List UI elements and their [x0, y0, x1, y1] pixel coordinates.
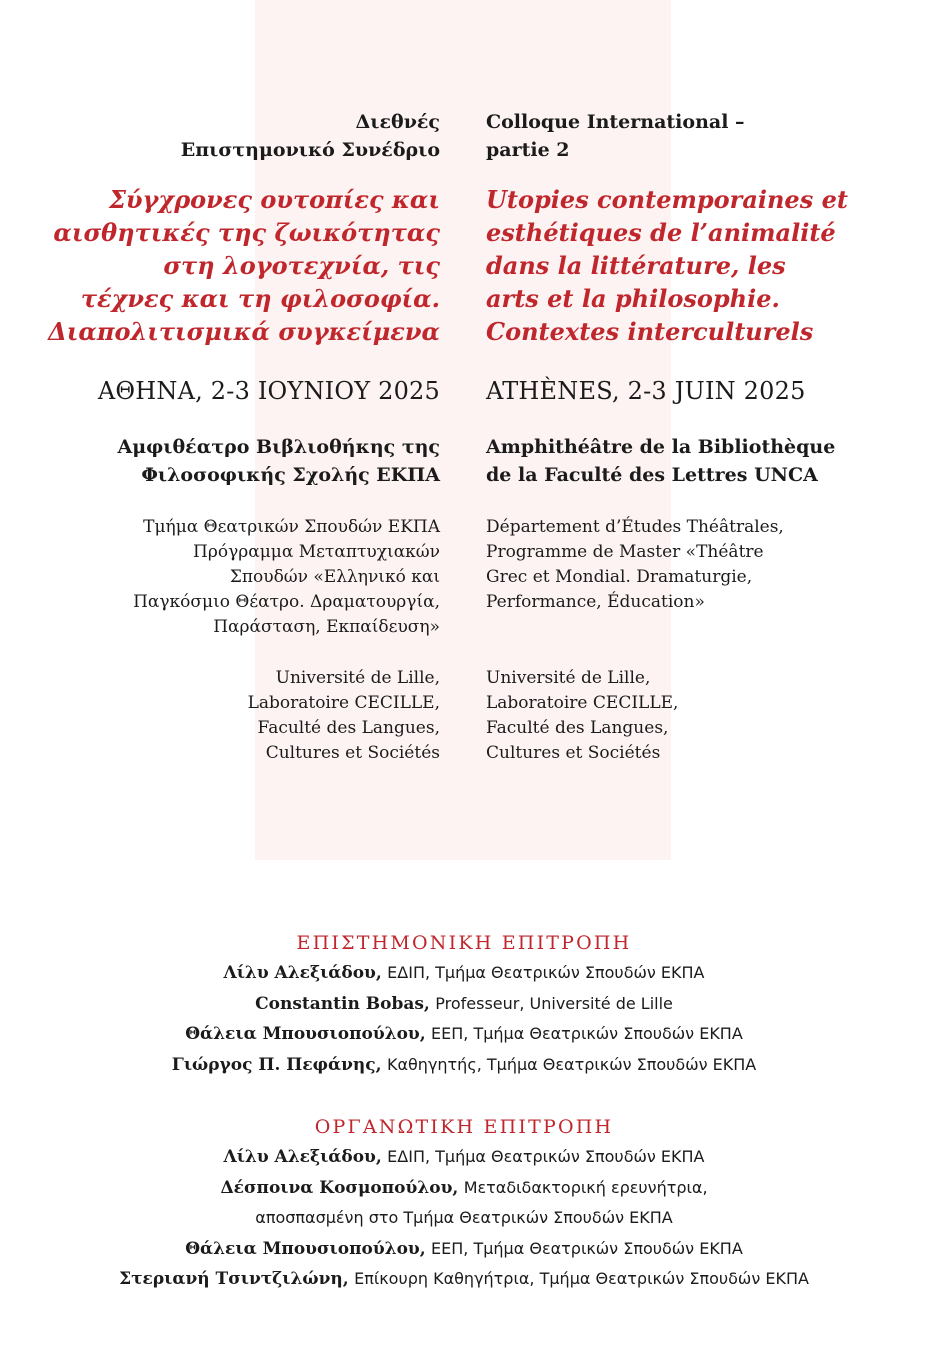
committee-member: Δέσποινα Κοσμοπούλου, Μεταδιδακτορική ερευνήτρια,: [220, 1177, 708, 1198]
organizing-committee-heading: ΟΡΓΑΝΩΤΙΚΗ ΕΠΙΤΡΟΠΗ: [314, 1116, 614, 1138]
committees: [0, 928, 928, 1295]
greek-title: Σύγχρονες ουτοπίες και αισθητικές της ζωικότητας στη λογοτεχνία, τις τέχνες και τη φιλοσοφία. Διαπολιτισμικά συγκείμενα: [48, 185, 440, 346]
greek-column: [40, 108, 440, 766]
french-partner: Université de Lille, Laboratoire CECILLE, Faculté des Langues, Cultures et Sociétés: [486, 668, 679, 763]
french-department: Département d’Études Théâtrales, Programme de Master «Théâtre Grec et Mondial. Dramaturgie, Performance, Éducation»: [486, 517, 784, 612]
french-event-type: Colloque International – partie 2: [486, 111, 745, 161]
committee-member: Θάλεια Μπουσιοπούλου, ΕΕΠ, Τμήμα Θεατρικών Σπουδών ΕΚΠΑ: [185, 1238, 743, 1259]
committee-member: Γιώργος Π. Πεφάνης, Καθηγητής, Τμήμα Θεατρικών Σπουδών ΕΚΠΑ: [171, 1054, 757, 1075]
french-date: ATHÈNES, 2-3 JUIN 2025: [486, 377, 806, 405]
greek-department: Τμήμα Θεατρικών Σπουδών ΕΚΠΑ Πρόγραμμα Μεταπτυχιακών Σπουδών «Ελληνικό και Παγκόσμιο Θέατρο. Δραματουργία, Παράσταση, Εκπαίδευση»: [133, 517, 440, 637]
committee-member-continuation: αποσπασμένη στο Τμήμα Θεατρικών Σπουδών ΕΚΠΑ: [255, 1208, 673, 1227]
greek-event-type: Διεθνές Επιστημονικό Συνέδριο: [180, 111, 440, 161]
french-venue: Amphithéâtre de la Bibliothèque de la Faculté des Lettres UNCA: [486, 436, 836, 486]
greek-partner: Université de Lille, Laboratoire CECILLE, Faculté des Langues, Cultures et Sociétés: [247, 668, 440, 763]
committee-member: Στεριανή Τσιντζιλώνη, Επίκουρη Καθηγήτρια, Τμήμα Θεατρικών Σπουδών ΕΚΠΑ: [119, 1269, 809, 1289]
greek-date: ΑΘΗΝΑ, 2-3 ΙΟΥΝΙΟΥ 2025: [97, 377, 440, 405]
greek-venue: Αμφιθέατρο Βιβλιοθήκης της Φιλοσοφικής Σχολής ΕΚΠΑ: [117, 436, 440, 486]
scientific-committee-heading: ΕΠΙΣΤΗΜΟΝΙΚΗ ΕΠΙΤΡΟΠΗ: [296, 932, 632, 954]
committee-member: Λίλυ Αλεξιάδου, ΕΔΙΠ, Τμήμα Θεατρικών Σπουδών ΕΚΠΑ: [223, 1147, 705, 1167]
french-column: [486, 108, 886, 766]
committee-member: Θάλεια Μπουσιοπούλου, ΕΕΠ, Τμήμα Θεατρικών Σπουδών ΕΚΠΑ: [185, 1024, 743, 1044]
committee-member: Constantin Bobas, Professeur, Université de Lille: [255, 993, 673, 1014]
committee-member: Λίλυ Αλεξιάδου, ΕΔΙΠ, Τμήμα Θεατρικών Σπουδών ΕΚΠΑ: [223, 963, 705, 983]
french-title: Utopies contemporaines et esthétiques de l’animalité dans la littérature, les arts et la philosophie. Contextes interculturels: [486, 185, 848, 346]
